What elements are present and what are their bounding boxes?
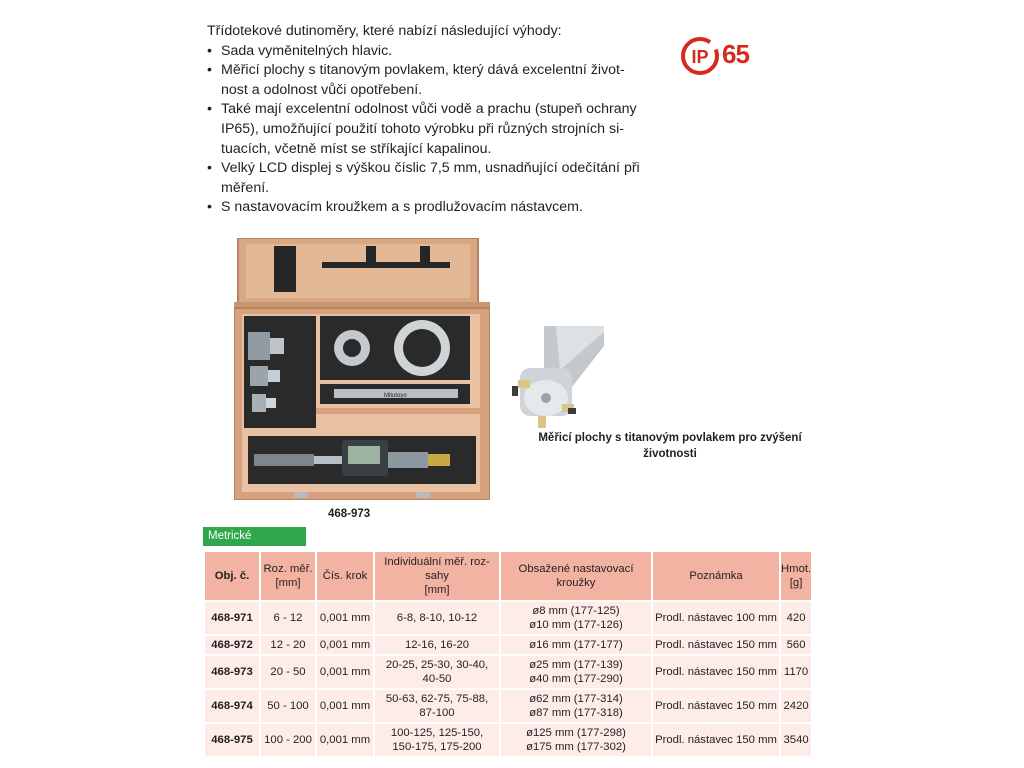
cell-code: 468-971 xyxy=(205,602,259,634)
ip-logo-number: 65 xyxy=(722,39,749,69)
header-mass: Hmot. [g] xyxy=(781,552,811,600)
cell-mass: 420 xyxy=(781,602,811,634)
table-row xyxy=(205,724,811,756)
cell-note: Prodl. nástavec 150 mm xyxy=(653,690,779,722)
header-code: Obj. č. xyxy=(205,552,259,600)
benefit-item xyxy=(207,159,647,198)
header-range: Roz. měř. [mm] xyxy=(261,552,315,600)
cell-setting-rings: ø16 mm (177-177) xyxy=(501,636,651,654)
benefit-text: tuacích, včetně míst se stříkající kapalinou. xyxy=(221,140,492,157)
caption-line: Měřicí plochy s titanovým povlakem pro zvýšení xyxy=(538,432,802,444)
cell-step: 0,001 mm xyxy=(317,656,373,688)
benefit-text: Velký LCD displej s výškou číslic 7,5 mm, usnadňující odečítání při xyxy=(221,160,640,177)
table-row xyxy=(205,602,811,634)
cell-setting-rings: ø25 mm (177-139) ø40 mm (177-290) xyxy=(501,656,651,688)
header-note: Poznámka xyxy=(653,552,779,600)
cell-mass: 3540 xyxy=(781,724,811,756)
benefit-text: Měřicí plochy s titanovým povlakem, který dává excelentní život- xyxy=(221,62,625,79)
cell-individual-ranges: 100-125, 125-150, 150-175, 175-200 xyxy=(375,724,499,756)
benefit-text: měření. xyxy=(221,179,270,196)
benefit-item xyxy=(207,61,647,100)
benefit-item xyxy=(207,42,647,62)
benefit-text: IP65), umožňující použití tohoto výrobku při různých strojních si- xyxy=(221,120,624,137)
benefit-text: S nastavovacím kroužkem a s prodlužovacím nástavcem. xyxy=(221,199,583,216)
table-header-row xyxy=(205,552,811,600)
benefit-list xyxy=(207,42,647,218)
benefit-text: Také mají excelentní odolnost vůči vodě a prachu (stupeň ochrany xyxy=(221,101,637,118)
cell-note: Prodl. nástavec 150 mm xyxy=(653,636,779,654)
cell-code: 468-975 xyxy=(205,724,259,756)
cell-range: 50 - 100 xyxy=(261,690,315,722)
cell-setting-rings: ø62 mm (177-314) ø87 mm (177-318) xyxy=(501,690,651,722)
intro-lead: Třídotekové dutinoměry, které nabízí následující výhody: xyxy=(207,23,562,39)
header-step: Čís. krok xyxy=(317,552,373,600)
benefit-text: nost a odolnost vůči opotřebení. xyxy=(221,81,423,98)
brand-label: Mitutoyo xyxy=(384,393,407,399)
header-setting-rings: Obsažené nastavovací kroužky xyxy=(501,552,651,600)
cell-range: 6 - 12 xyxy=(261,602,315,634)
measuring-head-caption xyxy=(520,430,820,462)
benefit-text: Sada vyměnitelných hlavic. xyxy=(221,42,393,59)
caption-line: životnosti xyxy=(643,448,697,460)
case-photo xyxy=(234,238,490,500)
case-caption: 468-973 xyxy=(328,508,371,520)
cell-note: Prodl. nástavec 100 mm xyxy=(653,602,779,634)
cell-note: Prodl. nástavec 150 mm xyxy=(653,656,779,688)
cell-individual-ranges: 50-63, 62-75, 75-88, 87-100 xyxy=(375,690,499,722)
cell-individual-ranges: 12-16, 16-20 xyxy=(375,636,499,654)
cell-step: 0,001 mm xyxy=(317,724,373,756)
measuring-head-photo xyxy=(504,326,610,430)
cell-individual-ranges: 6-8, 8-10, 10-12 xyxy=(375,602,499,634)
cell-mass: 2420 xyxy=(781,690,811,722)
ip-logo-prefix: IP xyxy=(691,47,709,67)
cell-note: Prodl. nástavec 150 mm xyxy=(653,724,779,756)
cell-step: 0,001 mm xyxy=(317,602,373,634)
cell-mass: 560 xyxy=(781,636,811,654)
intro-text xyxy=(207,22,647,218)
header-individual-ranges: Individuální měř. roz- sahy [mm] xyxy=(375,552,499,600)
ip-circle-icon xyxy=(680,36,724,76)
cell-individual-ranges: 20-25, 25-30, 30-40, 40-50 xyxy=(375,656,499,688)
cell-setting-rings: ø125 mm (177-298) ø175 mm (177-302) xyxy=(501,724,651,756)
cell-step: 0,001 mm xyxy=(317,690,373,722)
cell-code: 468-973 xyxy=(205,656,259,688)
cell-setting-rings: ø8 mm (177-125) ø10 mm (177-126) xyxy=(501,602,651,634)
cell-range: 20 - 50 xyxy=(261,656,315,688)
spec-table xyxy=(203,550,813,758)
cell-step: 0,001 mm xyxy=(317,636,373,654)
table-row xyxy=(205,690,811,722)
cell-mass: 1170 xyxy=(781,656,811,688)
ip65-logo xyxy=(680,36,754,76)
table-row xyxy=(205,636,811,654)
cell-range: 12 - 20 xyxy=(261,636,315,654)
table-row xyxy=(205,656,811,688)
cell-code: 468-972 xyxy=(205,636,259,654)
cell-range: 100 - 200 xyxy=(261,724,315,756)
benefit-item xyxy=(207,198,647,218)
cell-code: 468-974 xyxy=(205,690,259,722)
metric-label: Metrické xyxy=(203,527,306,546)
benefit-item xyxy=(207,100,647,159)
